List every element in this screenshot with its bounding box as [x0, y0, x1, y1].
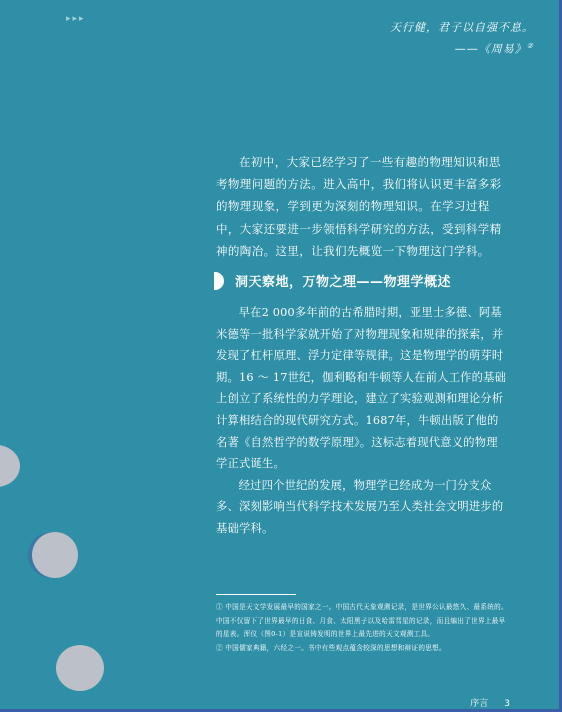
section-title: 洞天察地，万物之理——物理学概述	[235, 275, 452, 290]
footnotes	[216, 601, 512, 655]
page-footer	[470, 696, 510, 709]
body-paragraph: 早在2 000多年前的古希腊时期，亚里士多德、阿基米德等一批科学家就开始了对物理现象和规律的探索，并发现了杠杆原理、浮力定律等规律。这是物理学的萌芽时期。16 ～ 17世纪，伽利略和牛顿等人在前人工作的基础上创立了系统性的力学理论，建立了实验观测和理论分析计算相结合的现代研究方式。1687年，牛顿出版了他的名著《自然哲学的数学原理》。这标志着现代意义的物理学正式诞生。	[216, 306, 507, 471]
epigraph	[390, 18, 534, 59]
section-label: 序言	[470, 699, 489, 709]
section-heading	[214, 271, 451, 290]
decorative-circle	[32, 532, 78, 578]
footnote-divider	[216, 594, 296, 595]
epigraph-source	[390, 37, 534, 59]
intro-paragraph: 在初中，大家已经学习了一些有趣的物理知识和思考物理问题的方法。进入高中，我们将认识更丰富多彩的物理现象，学到更为深刻的物理知识。在学习过程中，大家还要进一步领悟科学研究的方法，受到科学精神的陶冶。这里，让我们先概览一下物理这门学科。	[216, 155, 502, 258]
epigraph-source-text: ——《周易》	[454, 42, 527, 56]
half-circle-bullet-icon	[214, 272, 224, 290]
epigraph-quote: 天行健，君子以自强不息。	[390, 21, 534, 34]
nav-arrows-icon: ▸▸▸	[66, 14, 86, 24]
footnote-item: ① 中国是天文学发展最早的国家之一。中国古代天象观测记录，是世界公认最悠久、最系统的。中国不仅留下了世界最早的日食、月食、太阳黑子以及哈雷彗星的记录，而且编出了世界上最早的星表。浑仪（图0-1）是宣说铸发明的世界上最先进的天文观测工具。	[216, 603, 508, 638]
epigraph-note-marker: ②	[526, 42, 534, 50]
section-body	[216, 302, 508, 540]
decorative-circle	[0, 445, 20, 487]
page-number: 3	[504, 699, 510, 709]
decorative-circle	[56, 645, 104, 691]
body-paragraph: 经过四个世纪的发展，物理学已经成为一门分支众多、深刻影响当代科学技术发展乃至人类社会文明进步的基础学科。	[216, 478, 504, 535]
footnote-item: ② 中国儒家典籍，六经之一。书中有些观点蕴含较深的思想和辩证的思想。	[216, 643, 446, 652]
